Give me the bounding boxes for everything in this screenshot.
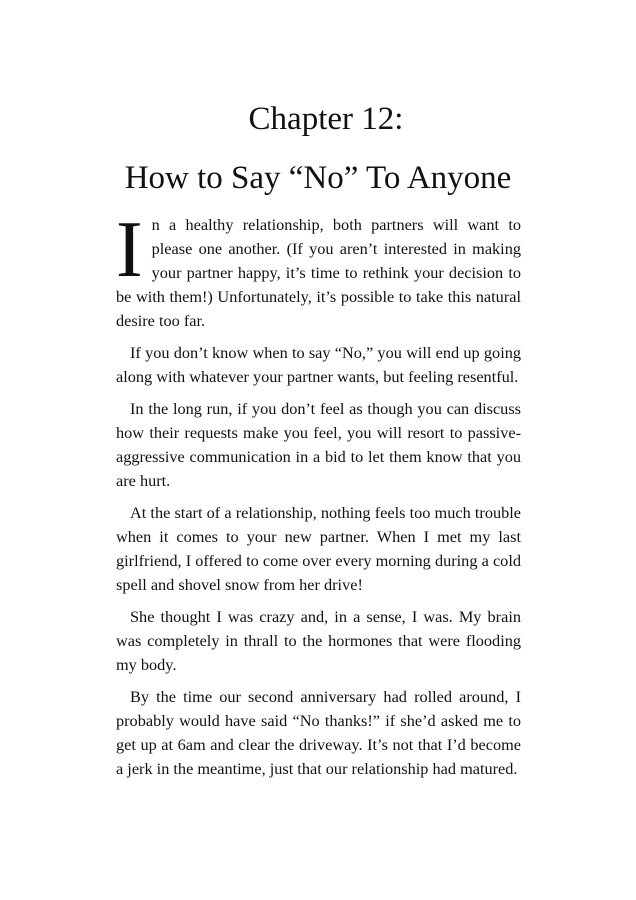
chapter-title: How to Say “No” To Anyone xyxy=(124,160,512,196)
paragraph-4: At the start of a relationship, nothing feels too much trouble when it comes to your new partner. When I met my last girlfriend, I offered to come over every morning during a cold spell and shovel snow from her drive! xyxy=(116,503,521,594)
paragraph-3: In the long run, if you don’t feel as though you can discuss how their requests make you feel, you will resort to passive-aggressive communication in a bid to let them know that you are hurt. xyxy=(116,399,521,490)
chapter-number: Chapter 12: xyxy=(248,101,404,137)
chapter-body xyxy=(116,206,521,789)
paragraph-6: By the time our second anniversary had rolled around, I probably would have said “No thanks!” if she’d asked me to get up at 6am and clear the driveway. It’s not that I’d become a jerk in the meantime, just that our relationship had matured. xyxy=(116,687,521,778)
paragraph-2: If you don’t know when to say “No,” you will end up going along with whatever your partner wants, but feeling resentful. xyxy=(116,343,521,386)
paragraph-5: She thought I was crazy and, in a sense, I was. My brain was completely in thrall to the hormones that were flooding my body. xyxy=(116,607,521,674)
paragraph-1 xyxy=(116,206,521,333)
drop-cap: I xyxy=(116,206,143,294)
paragraph-1-text: n a healthy relationship, both partners will want to please one another. (If you aren’t interested in making your partner happy, it’s time to rethink your decision to be with them!) Unfortunately, it’s possible to take this natural desire too far. xyxy=(116,215,521,330)
